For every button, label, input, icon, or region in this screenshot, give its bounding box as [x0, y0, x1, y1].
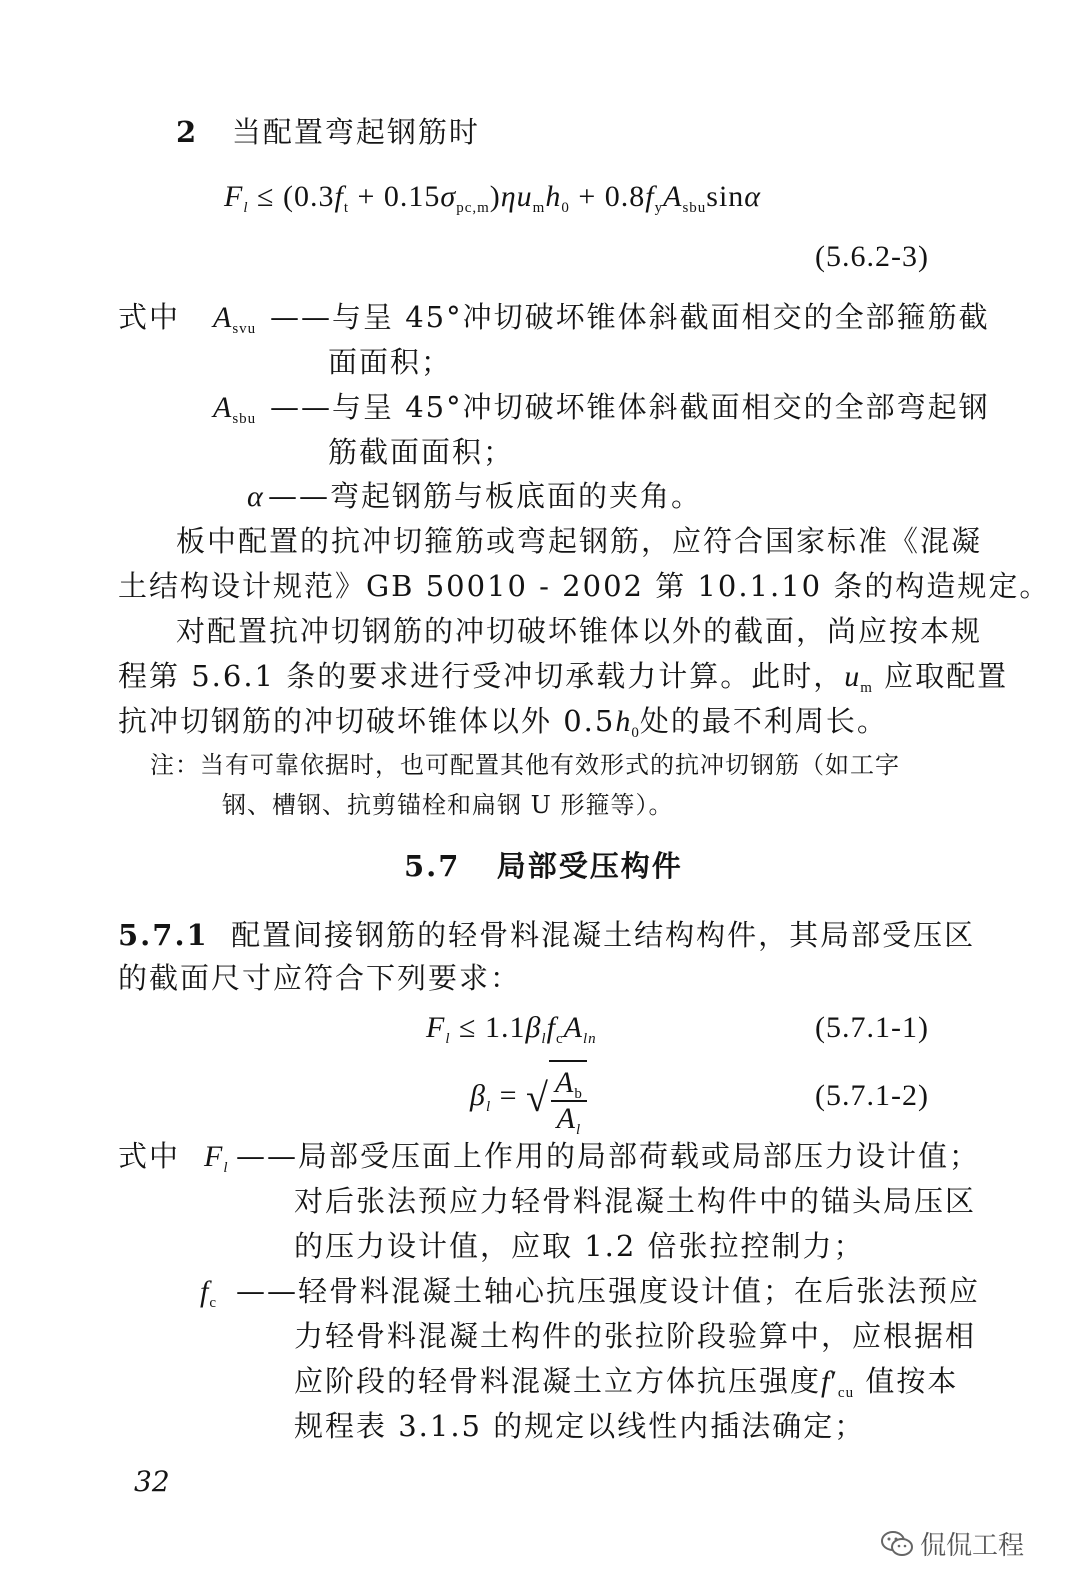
- fc-description: ——轻骨料混凝土轴心抗压强度设计值；在后张法预应: [236, 1274, 981, 1308]
- watermark-text: 侃侃工程: [920, 1531, 1025, 1561]
- item-heading: [176, 112, 480, 152]
- formula-5-7-1-1: $F_l \le 1.1\beta_lf_cA_{ln}$: [426, 1011, 597, 1047]
- alpha-description: ——弯起钢筋与板底面的夹角。: [268, 479, 703, 513]
- paragraph-line: 板中配置的抗冲切箍筋或弯起钢筋，应符合国家标准《混凝: [176, 524, 983, 558]
- fc-description-cont: 规程表 3.1.5 的规定以线性内插法确定；: [294, 1409, 866, 1443]
- where-label: 式中: [118, 1139, 181, 1173]
- symbol-fl: $F_l$: [204, 1140, 229, 1176]
- paragraph-text: 应取配置: [872, 659, 1009, 693]
- symbol-fc: $f_c$: [200, 1275, 218, 1311]
- item-number: 2: [176, 115, 199, 149]
- formula-number: (5.7.1-1): [815, 1011, 929, 1044]
- fc-text: 值按本: [865, 1364, 959, 1398]
- wechat-icon: [880, 1530, 914, 1558]
- fl-description-cont: 的压力设计值，应取 1.2 倍张拉控制力；: [294, 1229, 865, 1263]
- section-title: 局部受压构件: [496, 849, 683, 883]
- section-heading: [404, 846, 683, 886]
- paragraph-text: 抗冲切钢筋的冲切破坏锥体以外 0.5: [118, 704, 616, 738]
- asvu-description: ——与呈 45°冲切破坏锥体斜截面相交的全部箍筋截: [270, 300, 990, 334]
- clause-line: 的截面尺寸应符合下列要求：: [118, 961, 522, 995]
- asbu-description-cont: 筋截面面积；: [328, 435, 515, 469]
- paragraph-line: [118, 701, 888, 742]
- symbol-asvu: $A_{svu}$: [213, 301, 257, 337]
- paragraph-line: 对配置抗冲切钢筋的冲切破坏锥体以外的截面，尚应按本规: [176, 614, 983, 648]
- asbu-description: ——与呈 45°冲切破坏锥体斜截面相交的全部弯起钢: [270, 390, 990, 424]
- paragraph-line: [118, 656, 1008, 697]
- note-line: 钢、槽钢、抗剪锚栓和扁钢 U 形箍等）。: [222, 791, 674, 819]
- where-label: 式中: [118, 300, 181, 334]
- paragraph-line: 土结构设计规范》GB 50010 - 2002 第 10.1.10 条的构造规定。: [118, 569, 1051, 603]
- watermark: [880, 1525, 1024, 1562]
- fc-text: 应阶段的轻骨料混凝土立方体抗压强度: [294, 1364, 822, 1398]
- page-number: 32: [134, 1465, 170, 1498]
- formula-number: (5.7.1-2): [815, 1079, 929, 1112]
- symbol-h0: $h_0$: [615, 705, 640, 741]
- asvu-description-cont: 面面积；: [328, 345, 453, 379]
- symbol-fcu: $f'_{cu}$: [821, 1365, 855, 1401]
- paragraph-text: 处的最不利周长。: [639, 704, 888, 738]
- formula-5-7-1-2: $\beta_l$ = √ $\frac{A_b}{A_l}$: [470, 1060, 587, 1132]
- symbol-alpha: α: [247, 480, 264, 513]
- symbol-asbu: $A_{sbu}$: [213, 391, 257, 427]
- fl-description: ——局部受压面上作用的局部荷载或局部压力设计值；: [236, 1139, 981, 1173]
- clause-number: 5.7.1: [118, 918, 209, 952]
- item-title: 当配置弯起钢筋时: [231, 115, 480, 149]
- note-line: 注：当有可靠依据时，也可配置其他有效形式的抗冲切钢筋（如工字: [150, 751, 900, 779]
- clause-text: 配置间接钢筋的轻骨料混凝土结构构件，其局部受压区: [231, 918, 976, 952]
- fl-description-cont: 对后张法预应力轻骨料混凝土构件中的锚头局压区: [294, 1184, 977, 1218]
- clause-line: [118, 915, 975, 955]
- fc-description-cont: 力轻骨料混凝土构件的张拉阶段验算中，应根据相: [294, 1319, 977, 1353]
- section-number: 5.7: [404, 849, 461, 883]
- paragraph-text: 程第 5.6.1 条的要求进行受冲切承载力计算。此时，: [118, 659, 845, 693]
- formula-5-6-2-3: $F_l \le (0.3f_t + 0.15\sigma_{pc,m})\eta u_mh_0 + 0.8f_yA_{sbu}\sin\alpha$: [224, 180, 762, 216]
- symbol-um: $u_m$: [844, 660, 873, 696]
- fc-description-cont: [294, 1361, 958, 1402]
- formula-number: (5.6.2-3): [815, 240, 929, 273]
